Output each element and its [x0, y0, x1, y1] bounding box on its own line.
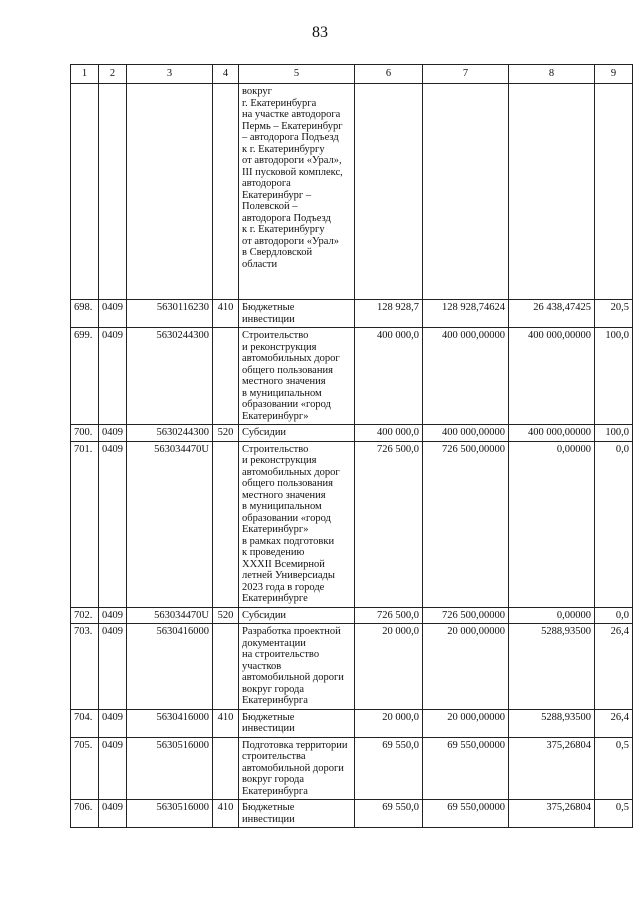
expense-type: 410 [213, 300, 239, 328]
value-col7: 726 500,00000 [423, 607, 509, 624]
table-row [71, 800, 633, 828]
col-header-7: 7 [423, 65, 509, 84]
target-code: 5630244300 [127, 328, 213, 425]
value-col6: 69 550,0 [355, 800, 423, 828]
value-col8: 26 438,47425 [509, 300, 595, 328]
value-col6: 726 500,0 [355, 441, 423, 607]
target-code: 5630416000 [127, 709, 213, 737]
table-row [71, 709, 633, 737]
table-row [71, 328, 633, 425]
row-number: 706. [71, 800, 99, 828]
value-col7: 400 000,00000 [423, 328, 509, 425]
col-header-9: 9 [595, 65, 633, 84]
table-row [71, 441, 633, 607]
expense-type: 520 [213, 607, 239, 624]
budget-table [70, 64, 633, 828]
percent-col9: 100,0 [595, 425, 633, 442]
target-code: 5630116230 [127, 300, 213, 328]
percent-col9: 100,0 [595, 328, 633, 425]
percent-col9: 0,0 [595, 441, 633, 607]
table-row [71, 624, 633, 710]
item-name: Разработка проектной документации на строительство участков автомобильной дороги вокруг города Екатеринбурга [239, 624, 355, 710]
value-col6: 400 000,0 [355, 328, 423, 425]
value-col6: 128 928,7 [355, 300, 423, 328]
value-col7: 69 550,00000 [423, 737, 509, 800]
target-code: 5630244300 [127, 425, 213, 442]
header-row [71, 65, 633, 84]
value-col8: 0,00000 [509, 607, 595, 624]
col-header-5: 5 [239, 65, 355, 84]
value-col8: 375,26804 [509, 800, 595, 828]
item-name: Подготовка территории строительства автомобильной дороги вокруг города Екатеринбурга [239, 737, 355, 800]
section-code: 0409 [99, 300, 127, 328]
value-col8: 400 000,00000 [509, 328, 595, 425]
section-code: 0409 [99, 425, 127, 442]
percent-col9: 20,5 [595, 300, 633, 328]
expense-type [213, 624, 239, 710]
item-name: Субсидии [239, 607, 355, 624]
table-row [71, 300, 633, 328]
item-name: Бюджетные инвестиции [239, 300, 355, 328]
col-header-4: 4 [213, 65, 239, 84]
value-col7: 400 000,00000 [423, 425, 509, 442]
item-name: Бюджетные инвестиции [239, 800, 355, 828]
target-code: 5630516000 [127, 800, 213, 828]
row-number: 702. [71, 607, 99, 624]
expense-type [213, 328, 239, 425]
value-col8: 375,26804 [509, 737, 595, 800]
table-row [71, 737, 633, 800]
col-header-1: 1 [71, 65, 99, 84]
percent-col9: 26,4 [595, 624, 633, 710]
value-col6: 400 000,0 [355, 425, 423, 442]
row-number: 700. [71, 425, 99, 442]
row-number: 704. [71, 709, 99, 737]
expense-type: 410 [213, 800, 239, 828]
col-header-8: 8 [509, 65, 595, 84]
expense-type [213, 441, 239, 607]
value-col6: 726 500,0 [355, 607, 423, 624]
col-header-2: 2 [99, 65, 127, 84]
row-number: 701. [71, 441, 99, 607]
value-col7: 20 000,00000 [423, 709, 509, 737]
row-number: 703. [71, 624, 99, 710]
section-code: 0409 [99, 441, 127, 607]
value-col8: 5288,93500 [509, 624, 595, 710]
value-col8: 400 000,00000 [509, 425, 595, 442]
item-name: Бюджетные инвестиции [239, 709, 355, 737]
col-header-3: 3 [127, 65, 213, 84]
value-col8: 0,00000 [509, 441, 595, 607]
item-name: Строительство и реконструкция автомобильных дорог общего пользования местного значения в муниципальном образовании «город Екатеринбург» [239, 328, 355, 425]
value-col7: 726 500,00000 [423, 441, 509, 607]
section-code: 0409 [99, 607, 127, 624]
target-code: 563034470U [127, 607, 213, 624]
target-code: 563034470U [127, 441, 213, 607]
value-col6: 69 550,0 [355, 737, 423, 800]
continuation-row [71, 84, 633, 300]
row-number: 699. [71, 328, 99, 425]
value-col8: 5288,93500 [509, 709, 595, 737]
expense-type: 410 [213, 709, 239, 737]
section-code: 0409 [99, 328, 127, 425]
percent-col9: 0,5 [595, 800, 633, 828]
row-number: 705. [71, 737, 99, 800]
target-code: 5630416000 [127, 624, 213, 710]
item-name: Субсидии [239, 425, 355, 442]
page-number: 83 [312, 24, 328, 41]
percent-col9: 26,4 [595, 709, 633, 737]
section-code: 0409 [99, 624, 127, 710]
section-code: 0409 [99, 800, 127, 828]
section-code: 0409 [99, 709, 127, 737]
value-col6: 20 000,0 [355, 709, 423, 737]
table-row [71, 607, 633, 624]
continuation-name: вокруг г. Екатеринбурга на участке автодорога Пермь – Екатеринбург – автодорога Подъезд к г. Екатеринбургу от автодороги «Урал», III пусковой комплекс, автодорога Екатеринбург – Полевской – автодорога Подъезд к г. Екатеринбургу от автодороги «Урал» в Свердловской области [239, 84, 355, 300]
expense-type: 520 [213, 425, 239, 442]
percent-col9: 0,0 [595, 607, 633, 624]
item-name: Строительство и реконструкция автомобильных дорог общего пользования местного значения в муниципальном образовании «город Екатеринбург» в рамках подготовки к проведению XXXII Всемирной летней Универсиады 2023 года в городе Екатеринбурге [239, 441, 355, 607]
row-number: 698. [71, 300, 99, 328]
value-col7: 128 928,74624 [423, 300, 509, 328]
expense-type [213, 737, 239, 800]
table-row [71, 425, 633, 442]
col-header-6: 6 [355, 65, 423, 84]
section-code: 0409 [99, 737, 127, 800]
value-col6: 20 000,0 [355, 624, 423, 710]
target-code: 5630516000 [127, 737, 213, 800]
percent-col9: 0,5 [595, 737, 633, 800]
value-col7: 20 000,00000 [423, 624, 509, 710]
value-col7: 69 550,00000 [423, 800, 509, 828]
